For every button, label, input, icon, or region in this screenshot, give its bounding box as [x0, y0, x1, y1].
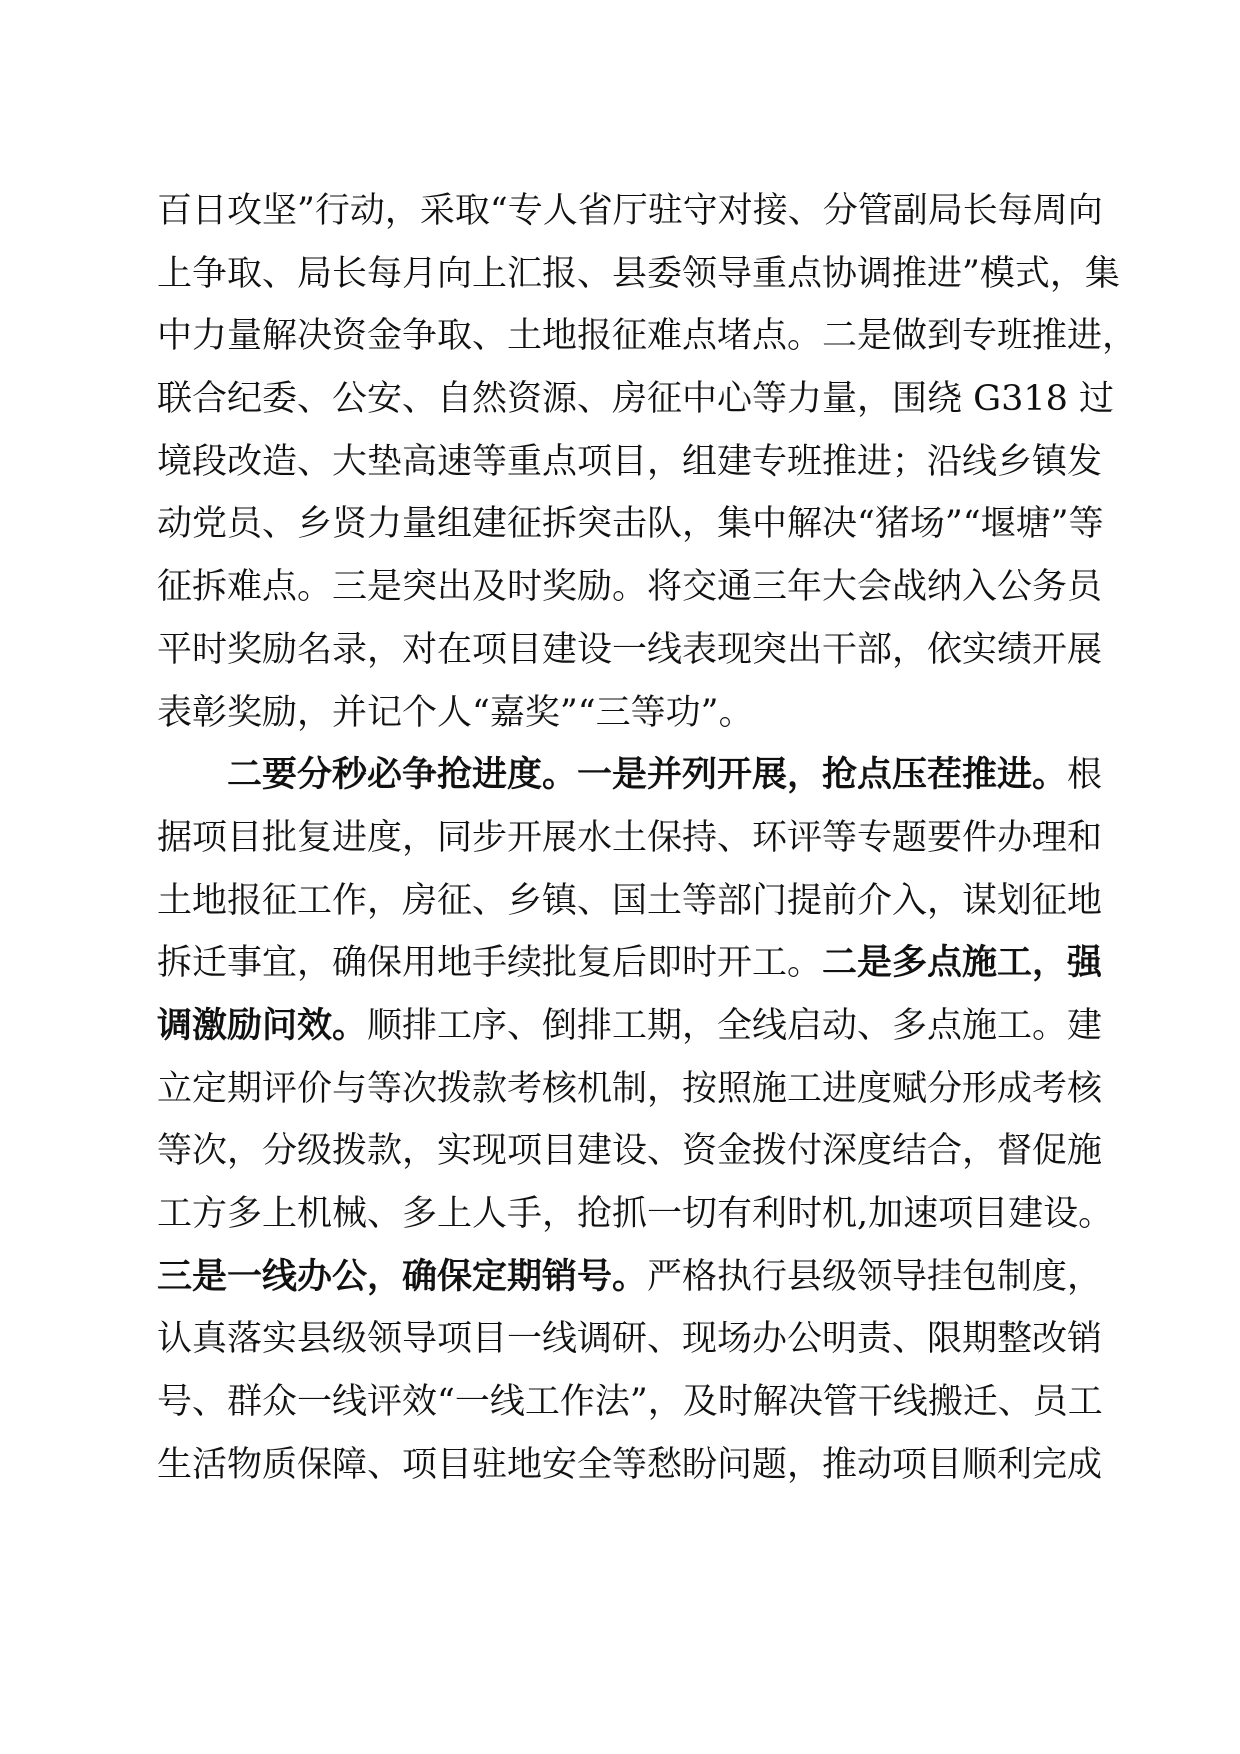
text-line: [157, 870, 1103, 933]
bold-text-segment: 二是多点施工，强: [822, 942, 1103, 984]
text-line: [157, 1371, 1103, 1434]
text-line: [157, 995, 1103, 1058]
text-line: [157, 682, 1087, 745]
text-segment: 动党员、乡贤力量组建征拆突击队，集中解决“猪场”“堰塘”等: [157, 504, 1104, 545]
text-segment: 境段改造、大垫高速等重点项目，组建专班推进；沿线乡镇发: [157, 441, 1103, 482]
text-line: [157, 180, 1103, 243]
text-line: [157, 556, 1103, 619]
text-segment: 生活物质保障、项目驻地安全等愁盼问题，推动项目顺利完成: [157, 1444, 1103, 1485]
text-segment: 等次，分级拨款，实现项目建设、资金拨付深度结合，督促施: [157, 1131, 1103, 1172]
text-line: [157, 932, 1103, 995]
text-line: [157, 1058, 1103, 1121]
text-line: [157, 1434, 1103, 1497]
text-line: [157, 305, 1138, 368]
text-segment: 工方多上机械、多上人手，抢抓一切有利时机,加速项目建设。: [157, 1194, 1114, 1234]
text-line: [157, 243, 1120, 306]
text-segment: 立定期评价与等次拨款考核机制，按照施工进度赋分形成考核: [157, 1068, 1103, 1109]
text-line: [157, 744, 1103, 807]
text-line: [157, 493, 1104, 556]
bold-text-segment: 调激励问效。: [157, 1004, 368, 1046]
text-segment: 平时奖励名录，对在项目建设一线表现突出干部，依实绩开展: [157, 629, 1103, 670]
text-line: [157, 368, 1115, 431]
text-segment: 据项目批复进度，同步开展水土保持、环评等专题要件办理和: [157, 817, 1103, 858]
text-segment: 拆迁事宜，确保用地手续批复后即时开工。: [157, 943, 823, 984]
body-text: [157, 180, 1138, 1496]
text-segment: 联合纪委、公安、自然资源、房征中心等力量，围绕 G318 过: [157, 379, 1115, 420]
bold-text-segment: 二要分秒必争抢进度。一是并列开展，抢点压茬推进。: [227, 754, 1068, 796]
text-segment: 土地报征工作，房征、乡镇、国土等部门提前介入，谋划征地: [157, 880, 1103, 921]
text-segment: 表彰奖励，并记个人“嘉奖”“三等功”。: [157, 692, 754, 733]
text-segment: 中力量解决资金争取、土地报征难点堵点。二是做到专班推进，: [157, 316, 1138, 357]
text-line: [157, 1120, 1103, 1183]
text-line: [157, 807, 1103, 870]
text-segment: 认真落实县级领导项目一线调研、现场办公明责、限期整改销: [157, 1319, 1103, 1360]
text-line: [157, 431, 1103, 494]
text-line: [157, 1308, 1103, 1371]
text-line: [157, 1246, 1103, 1309]
text-line: [157, 619, 1103, 682]
text-segment: 上争取、局长每月向上汇报、县委领导重点协调推进”模式，集: [157, 253, 1120, 294]
text-segment: 根: [1067, 755, 1103, 796]
text-segment: 严格执行县级领导挂包制度，: [647, 1256, 1103, 1297]
text-segment: 顺排工序、倒排工期，全线启动、多点施工。建: [367, 1005, 1103, 1046]
text-segment: 号、群众一线评效“一线工作法”，及时解决管干线搬迁、员工: [157, 1382, 1103, 1423]
text-segment: 百日攻坚”行动，采取“专人省厅驻守对接、分管副局长每周向: [157, 191, 1103, 231]
text-segment: 征拆难点。三是突出及时奖励。将交通三年大会战纳入公务员: [157, 567, 1103, 608]
text-line: [157, 1183, 1114, 1246]
bold-text-segment: 三是一线办公，确保定期销号。: [157, 1255, 648, 1297]
